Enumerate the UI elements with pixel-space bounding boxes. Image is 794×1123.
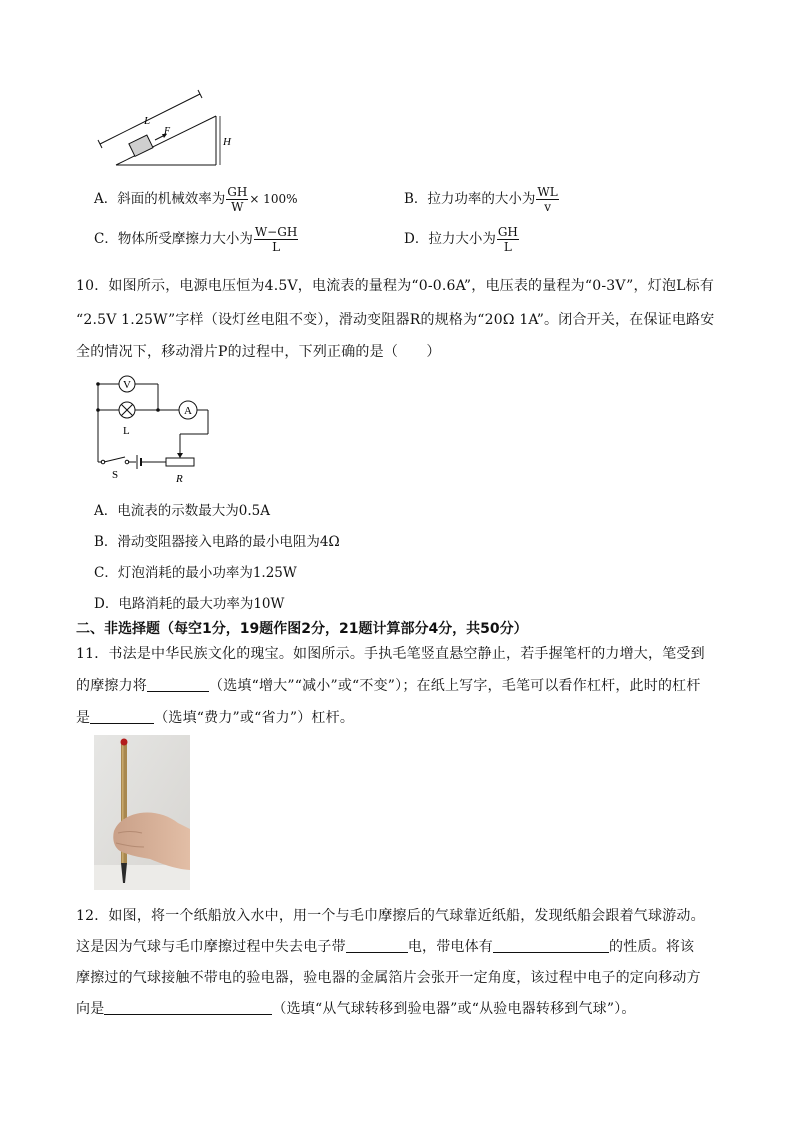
q10-stem-line2: “2.5V 1.25W”字样（设灯丝电阻不变），滑动变阻器R的规格为“20Ω 1A”。闭合开关，在保证电路安 — [76, 312, 715, 328]
fraction: $\frac{WL}{v}$ — [537, 185, 558, 214]
brush-photo — [94, 735, 190, 890]
q12-line2: 这是因为气球与毛巾摩擦过程中失去电子带 电，带电体有 的性质。将该 — [76, 939, 695, 955]
label-H: H — [223, 136, 231, 148]
section-heading: 二、非选择题（每空1分，19题作图2分，21题计算部分4分，共50分） — [76, 621, 528, 637]
fraction: $\frac{GH}{W}$ — [227, 185, 248, 214]
incline-figure — [92, 86, 232, 170]
voltmeter — [119, 376, 135, 392]
q9-option-a[interactable]: A．斜面的机械效率为 $\frac{GH}{W}$ × 100% — [94, 185, 298, 214]
incline-slope — [116, 116, 216, 165]
label-L: L — [144, 115, 151, 127]
q10-option-b[interactable]: B．滑动变阻器接入电路的最小电阻为4Ω — [94, 534, 340, 550]
q9-option-d[interactable]: D．拉力大小为 $\frac{GH}{L}$ — [404, 225, 518, 254]
circuit-diagram — [90, 372, 220, 488]
q9-option-c[interactable]: C．物体所受摩擦力大小为 $\frac{W-GH}{L}$ — [94, 225, 298, 254]
q10-option-c[interactable]: C．灯泡消耗的最小功率为1.25W — [94, 565, 297, 581]
label-F: F — [164, 126, 171, 137]
q11-line2: 的摩擦力将 （选填“增大”“减小”或“不变”）；在纸上写字，毛笔可以看作杠杆，此时的杠杆 — [76, 678, 701, 694]
answer-blank[interactable] — [90, 709, 154, 724]
q11-line1: 11．书法是中华民族文化的瑰宝。如图所示。手执毛笔竖直悬空静止，若手握笔杆的力增大，笔受到 — [76, 646, 705, 662]
block — [129, 135, 153, 156]
q10-option-d[interactable]: D．电路消耗的最大功率为10W — [94, 596, 285, 612]
answer-blank[interactable] — [147, 677, 209, 692]
q12-line1: 12．如图，将一个纸船放入水中，用一个与毛巾摩擦后的气球靠近纸船，发现纸船会跟着气球游动。 — [76, 908, 705, 924]
svg-text:R: R — [176, 473, 183, 485]
switch-label: S — [112, 469, 119, 481]
svg-text:L: L — [123, 425, 130, 437]
svg-text:A: A — [184, 405, 192, 417]
q12-line3: 摩擦过的气球接触不带电的验电器，验电器的金属箔片会张开一定角度，该过程中电子的定向移动方 — [76, 970, 701, 986]
q10-option-a[interactable]: A．电流表的示数最大为0.5A — [94, 503, 270, 519]
ammeter — [179, 401, 197, 419]
fraction: $\frac{GH}{L}$ — [497, 225, 518, 254]
answer-blank[interactable] — [346, 938, 408, 953]
fraction: $\frac{W-GH}{L}$ — [254, 225, 298, 254]
q10-stem-line3: 全的情况下，移动滑片P的过程中，下列正确的是（ ） — [76, 344, 441, 360]
q9-option-b[interactable]: B．拉力功率的大小为 $\frac{WL}{v}$ — [404, 185, 558, 214]
q11-line3: 是 （选填“费力”或“省力”）杠杆。 — [76, 710, 355, 726]
answer-blank[interactable] — [493, 938, 609, 953]
lamp — [119, 402, 135, 437]
rheostat — [166, 453, 194, 485]
q12-line4: 向是 （选填“从气球转移到验电器”或“从验电器转移到气球”）。 — [76, 1001, 636, 1017]
svg-text:V: V — [123, 379, 131, 391]
answer-blank[interactable] — [104, 1000, 272, 1015]
q10-stem-line1: 10．如图所示，电源电压恒为4.5V，电流表的量程为“0-0.6A”，电压表的量程为“0-3V”，灯泡L标有 — [76, 278, 715, 294]
